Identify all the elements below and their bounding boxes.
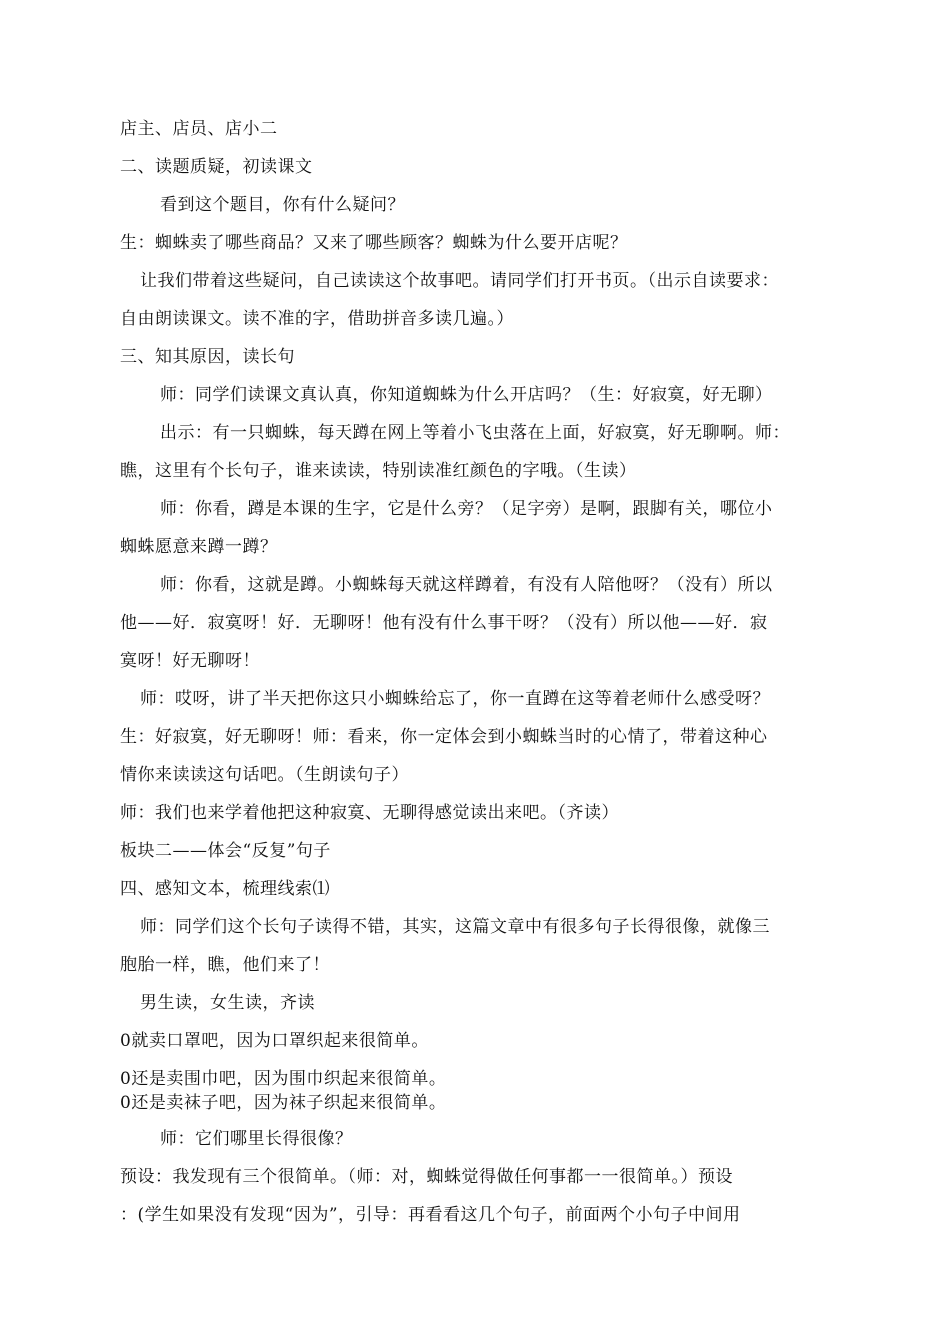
text-line-30: ：(学生如果没有发现“因为”，引导：再看看这几个句子，前面两个小句子中间用	[120, 1205, 741, 1225]
text-line-11: 师：你看，蹲是本课的生字，它是什么旁？（足字旁）是啊，跟脚有关，哪位小	[160, 499, 773, 519]
example-sentence-2: 0还是卖围巾吧，因为围巾织起来很简单。	[120, 1069, 447, 1089]
text-line-14: 他——好．寂寞呀！好．无聊呀！他有没有什么事干呀？（没有）所以他——好．寂	[120, 613, 768, 633]
text-line-18: 情你来读读这句话吧。（生朗读句子）	[120, 765, 409, 785]
text-line-15: 寞呀！好无聊呀！	[120, 651, 260, 671]
text-line-5: 让我们带着这些疑问，自己读读这个故事吧。请同学们打开书页。（出示自读要求：	[140, 271, 779, 291]
text-line-24: 男生读，女生读，齐读	[140, 993, 315, 1013]
text-line-8: 师：同学们读课文真认真，你知道蜘蛛为什么开店吗？（生：好寂寞，好无聊）	[160, 385, 773, 405]
text-line-4: 生：蜘蛛卖了哪些商品？又来了哪些顾客？蜘蛛为什么要开店呢？	[120, 233, 628, 253]
text-line-9: 出示：有一只蜘蛛，每天蹲在网上等着小飞虫落在上面，好寂寞，好无聊啊。师：	[160, 423, 790, 443]
text-line-1: 店主、店员、店小二	[120, 119, 278, 139]
section-heading-4: 四、感知文本，梳理线索⑴	[120, 879, 330, 899]
text-line-16: 师：哎呀，讲了半天把你这只小蜘蛛给忘了，你一直蹲在这等着老师什么感受呀？	[140, 689, 770, 709]
text-line-6: 自由朗读课文。读不准的字，借助拼音多读几遍。）	[120, 309, 514, 329]
text-line-23: 胞胎一样，瞧，他们来了！	[120, 955, 330, 975]
text-line-28: 师：它们哪里长得很像？	[160, 1129, 353, 1149]
section-heading-2: 二、读题质疑，初读课文	[120, 157, 313, 177]
text-line-29: 预设：我发现有三个很简单。（师：对，蜘蛛觉得做任何事都一一很简单。）预设	[120, 1167, 733, 1187]
text-line-3: 看到这个题目，你有什么疑问？	[160, 195, 405, 215]
text-line-13: 师：你看，这就是蹲。小蜘蛛每天就这样蹲着，有没有人陪他呀？（没有）所以	[160, 575, 773, 595]
section-heading-block-2: 板块二——体会“反复”句子	[120, 841, 331, 861]
text-line-12: 蜘蛛愿意来蹲一蹲？	[120, 537, 278, 557]
text-line-17: 生：好寂寞，好无聊呀！师：看来，你一定体会到小蜘蛛当时的心情了，带着这种心	[120, 727, 768, 747]
text-line-10: 瞧，这里有个长句子，谁来读读，特别读准红颜色的字哦。（生读）	[120, 461, 637, 481]
text-line-22: 师：同学们这个长句子读得不错，其实，这篇文章中有很多句子长得很像，就像三	[140, 917, 770, 937]
section-heading-3: 三、知其原因，读长句	[120, 347, 295, 367]
text-line-19: 师：我们也来学着他把这种寂寞、无聊得感觉读出来吧。（齐读）	[120, 803, 619, 823]
example-sentence-1: 0就卖口罩吧，因为口罩织起来很简单。	[120, 1031, 429, 1051]
example-sentence-3: 0还是卖袜子吧，因为袜子织起来很简单。	[120, 1093, 447, 1113]
